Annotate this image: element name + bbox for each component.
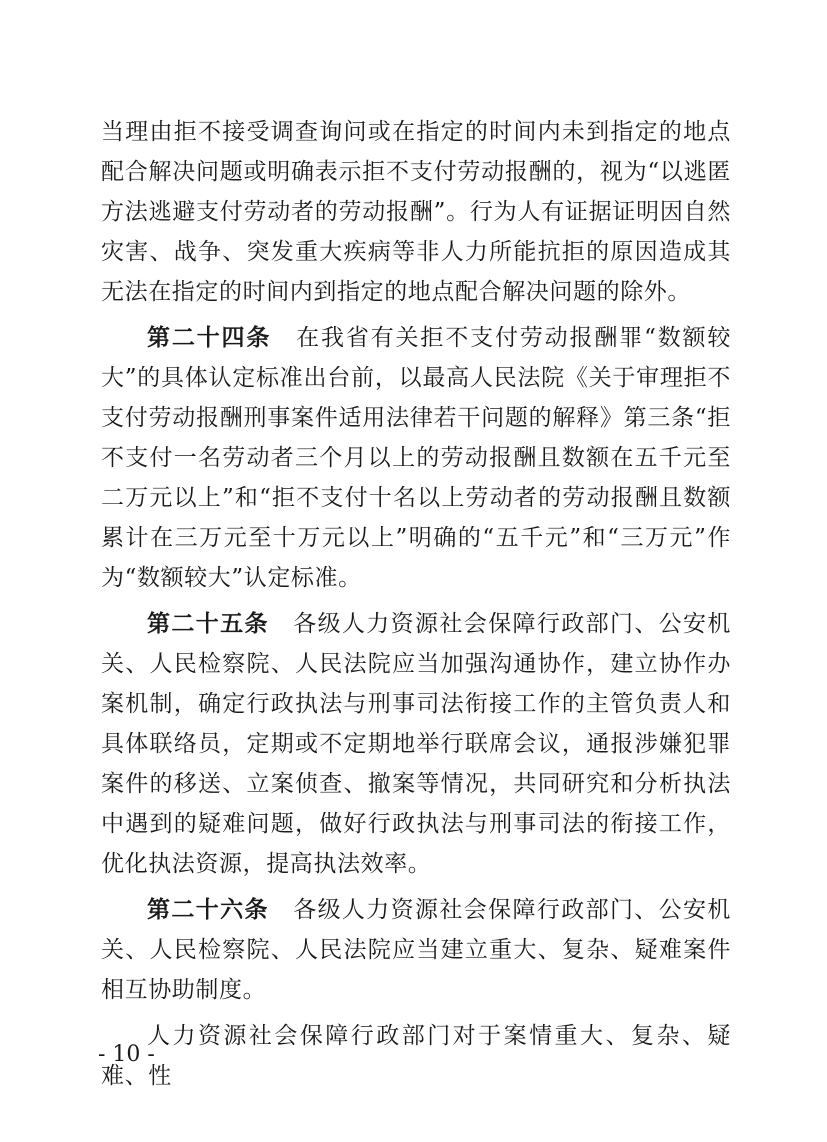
paragraph-text: 当理由拒不接受调查询问或在指定的时间内未到指定的地点配合解决问题或明确表示拒不支付劳动报酬的，视为“以逃匿方法逃避支付劳动者的劳动报酬”。行为人有证据证明因自然灾害、战争、突发重大疾病等非人力所能抗拒的原因造成其无法在指定的时间内到指定的地点配合解决问题的除外。 <box>101 119 731 305</box>
article-26 <box>101 890 731 1010</box>
paragraph-text: 各级人力资源社会保障行政部门、公安机关、人民检察院、人民法院应当建立重大、复杂、疑难案件相互协助制度。 <box>101 897 731 1003</box>
article-number: 第二十四条 <box>147 325 272 351</box>
page-number: - 10 - <box>98 1042 155 1067</box>
paragraph-text: 各级人力资源社会保障行政部门、公安机关、人民检察院、人民法院应当加强沟通协作，建立协作办案机制，确定行政执法与刑事司法衔接工作的主管负责人和具体联络员，定期或不定期地举行联席会议，通报涉嫌犯罪案件的移送、立案侦查、撤案等情况，共同研究和分析执法中遇到的疑难问题，做好行政执法与刑事司法的衔接工作，优化执法资源，提高执法效率。 <box>101 611 731 877</box>
article-number: 第二十五条 <box>147 611 269 637</box>
article-25 <box>101 604 731 884</box>
paragraph-continuation <box>101 112 731 312</box>
article-24 <box>101 318 731 598</box>
article-number: 第二十六条 <box>147 897 269 923</box>
paragraph-text: 人力资源社会保障行政部门对于案情重大、复杂、疑难、性 <box>101 1023 731 1089</box>
paragraph-hrss-cases <box>101 1016 731 1096</box>
paragraph-text: 在我省有关拒不支付劳动报酬罪“数额较大”的具体认定标准出台前，以最高人民法院《关于审理拒不支付劳动报酬刑事案件适用法律若干问题的解释》第三条“拒不支付一名劳动者三个月以上的劳动报酬且数额在五千元至二万元以上”和“拒不支付十名以上劳动者的劳动报酬且数额累计在三万元至十万元以上”明确的“五千元”和“三万元”作为“数额较大”认定标准。 <box>101 325 732 591</box>
document-body <box>101 112 731 1096</box>
